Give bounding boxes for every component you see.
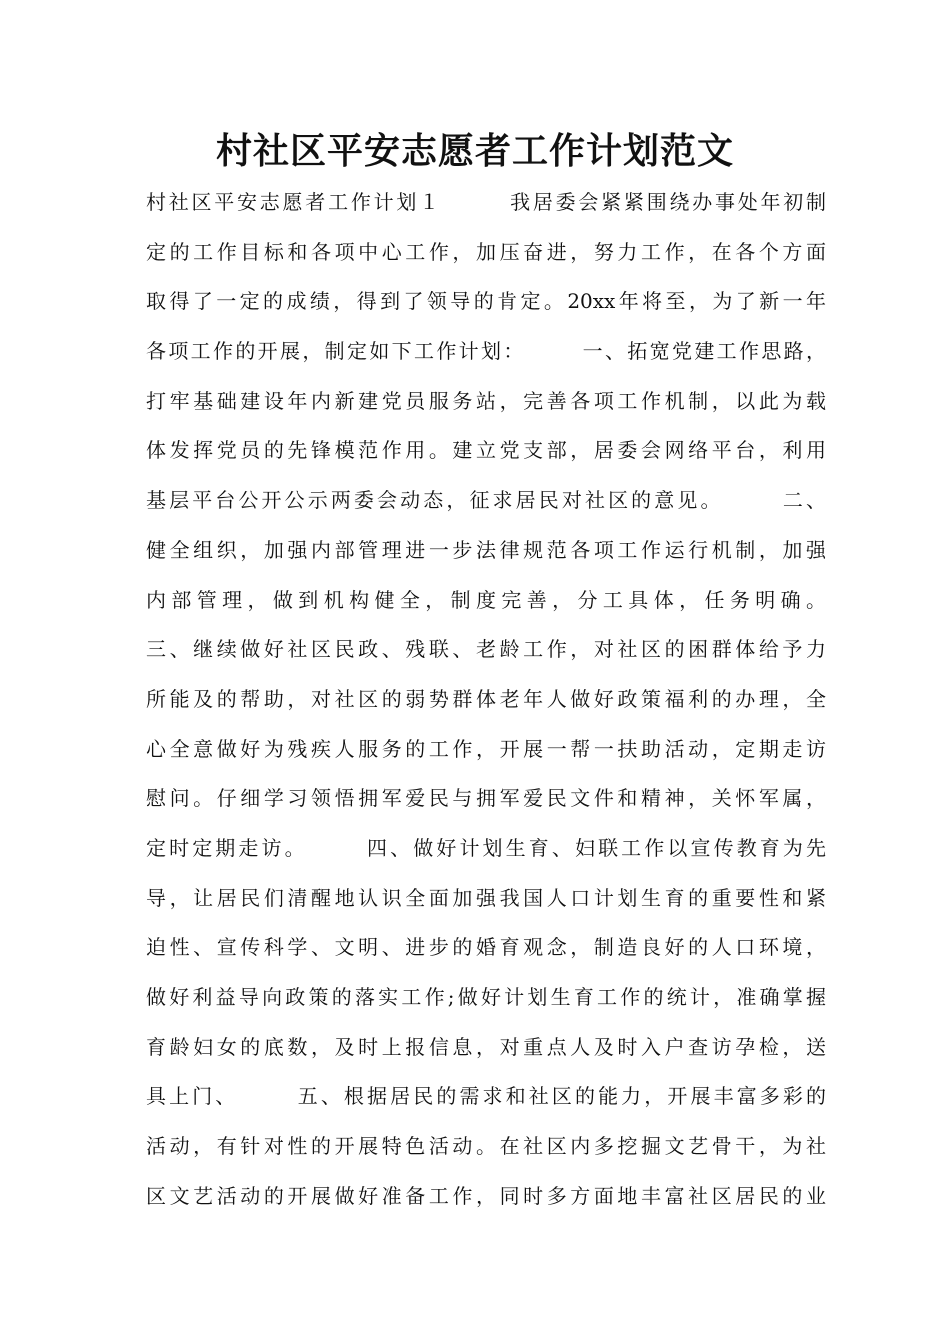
text-line: 具上门、 五、根据居民的需求和社区的能力，开展丰富多彩的 [146,1084,826,1109]
text-line: 做好利益导向政策的落实工作;做好计划生育工作的统计，准确掌握 [146,985,826,1009]
text-line: 所能及的帮助，对社区的弱势群体老年人做好政策福利的办理，全 [146,686,826,711]
text-line: 打牢基础建设年内新建党员服务站，完善各项工作机制，以此为载 [146,388,826,413]
text-line: 导，让居民们清醒地认识全面加强我国人口计划生育的重要性和紧 [146,885,826,910]
text-line: 取得了一定的成绩，得到了领导的肯定。20xx年将至，为了新一年 [146,289,826,314]
document-body [146,178,826,1221]
text-line: 三、继续做好社区民政、残联、老龄工作，对社区的困群体给予力 [146,637,826,662]
text-line: 各项工作的开展，制定如下工作计划： 一、拓宽党建工作思路， [146,339,826,364]
text-line: 育龄妇女的底数，及时上报信息，对重点人及时入户查访孕检，送 [146,1034,826,1059]
text-line: 慰问。仔细学习领悟拥军爱民与拥军爱民文件和精神，关怀军属， [146,786,826,811]
text-line: 体发挥党员的先锋模范作用。建立党支部，居委会网络平台，利用 [146,438,826,463]
text-line: 定的工作目标和各项中心工作，加压奋进，努力工作，在各个方面 [146,239,826,264]
text-line: 活动，有针对性的开展特色活动。在社区内多挖掘文艺骨干，为社 [146,1134,826,1159]
text-line: 区文艺活动的开展做好准备工作，同时多方面地丰富社区居民的业 [146,1183,826,1208]
text-line: 定时定期走访。 四、做好计划生育、妇联工作以宣传教育为先 [146,835,826,860]
document-title: 村社区平安志愿者工作计划范文 [215,131,734,172]
text-line: 村社区平安志愿者工作计划１ 我居委会紧紧围绕办事处年初制 [146,190,826,214]
text-line: 心全意做好为残疾人服务的工作，开展一帮一扶助活动，定期走访 [146,736,826,761]
text-line: 健全组织，加强内部管理进一步法律规范各项工作运行机制，加强 [146,537,826,562]
text-line: 迫性、宣传科学、文明、进步的婚育观念，制造良好的人口环境， [146,935,826,960]
text-line: 基层平台公开公示两委会动态，征求居民对社区的意见。 二、 [146,488,826,513]
text-line: 内部管理，做到机构健全，制度完善，分工具体，任务明确。 [146,587,826,612]
